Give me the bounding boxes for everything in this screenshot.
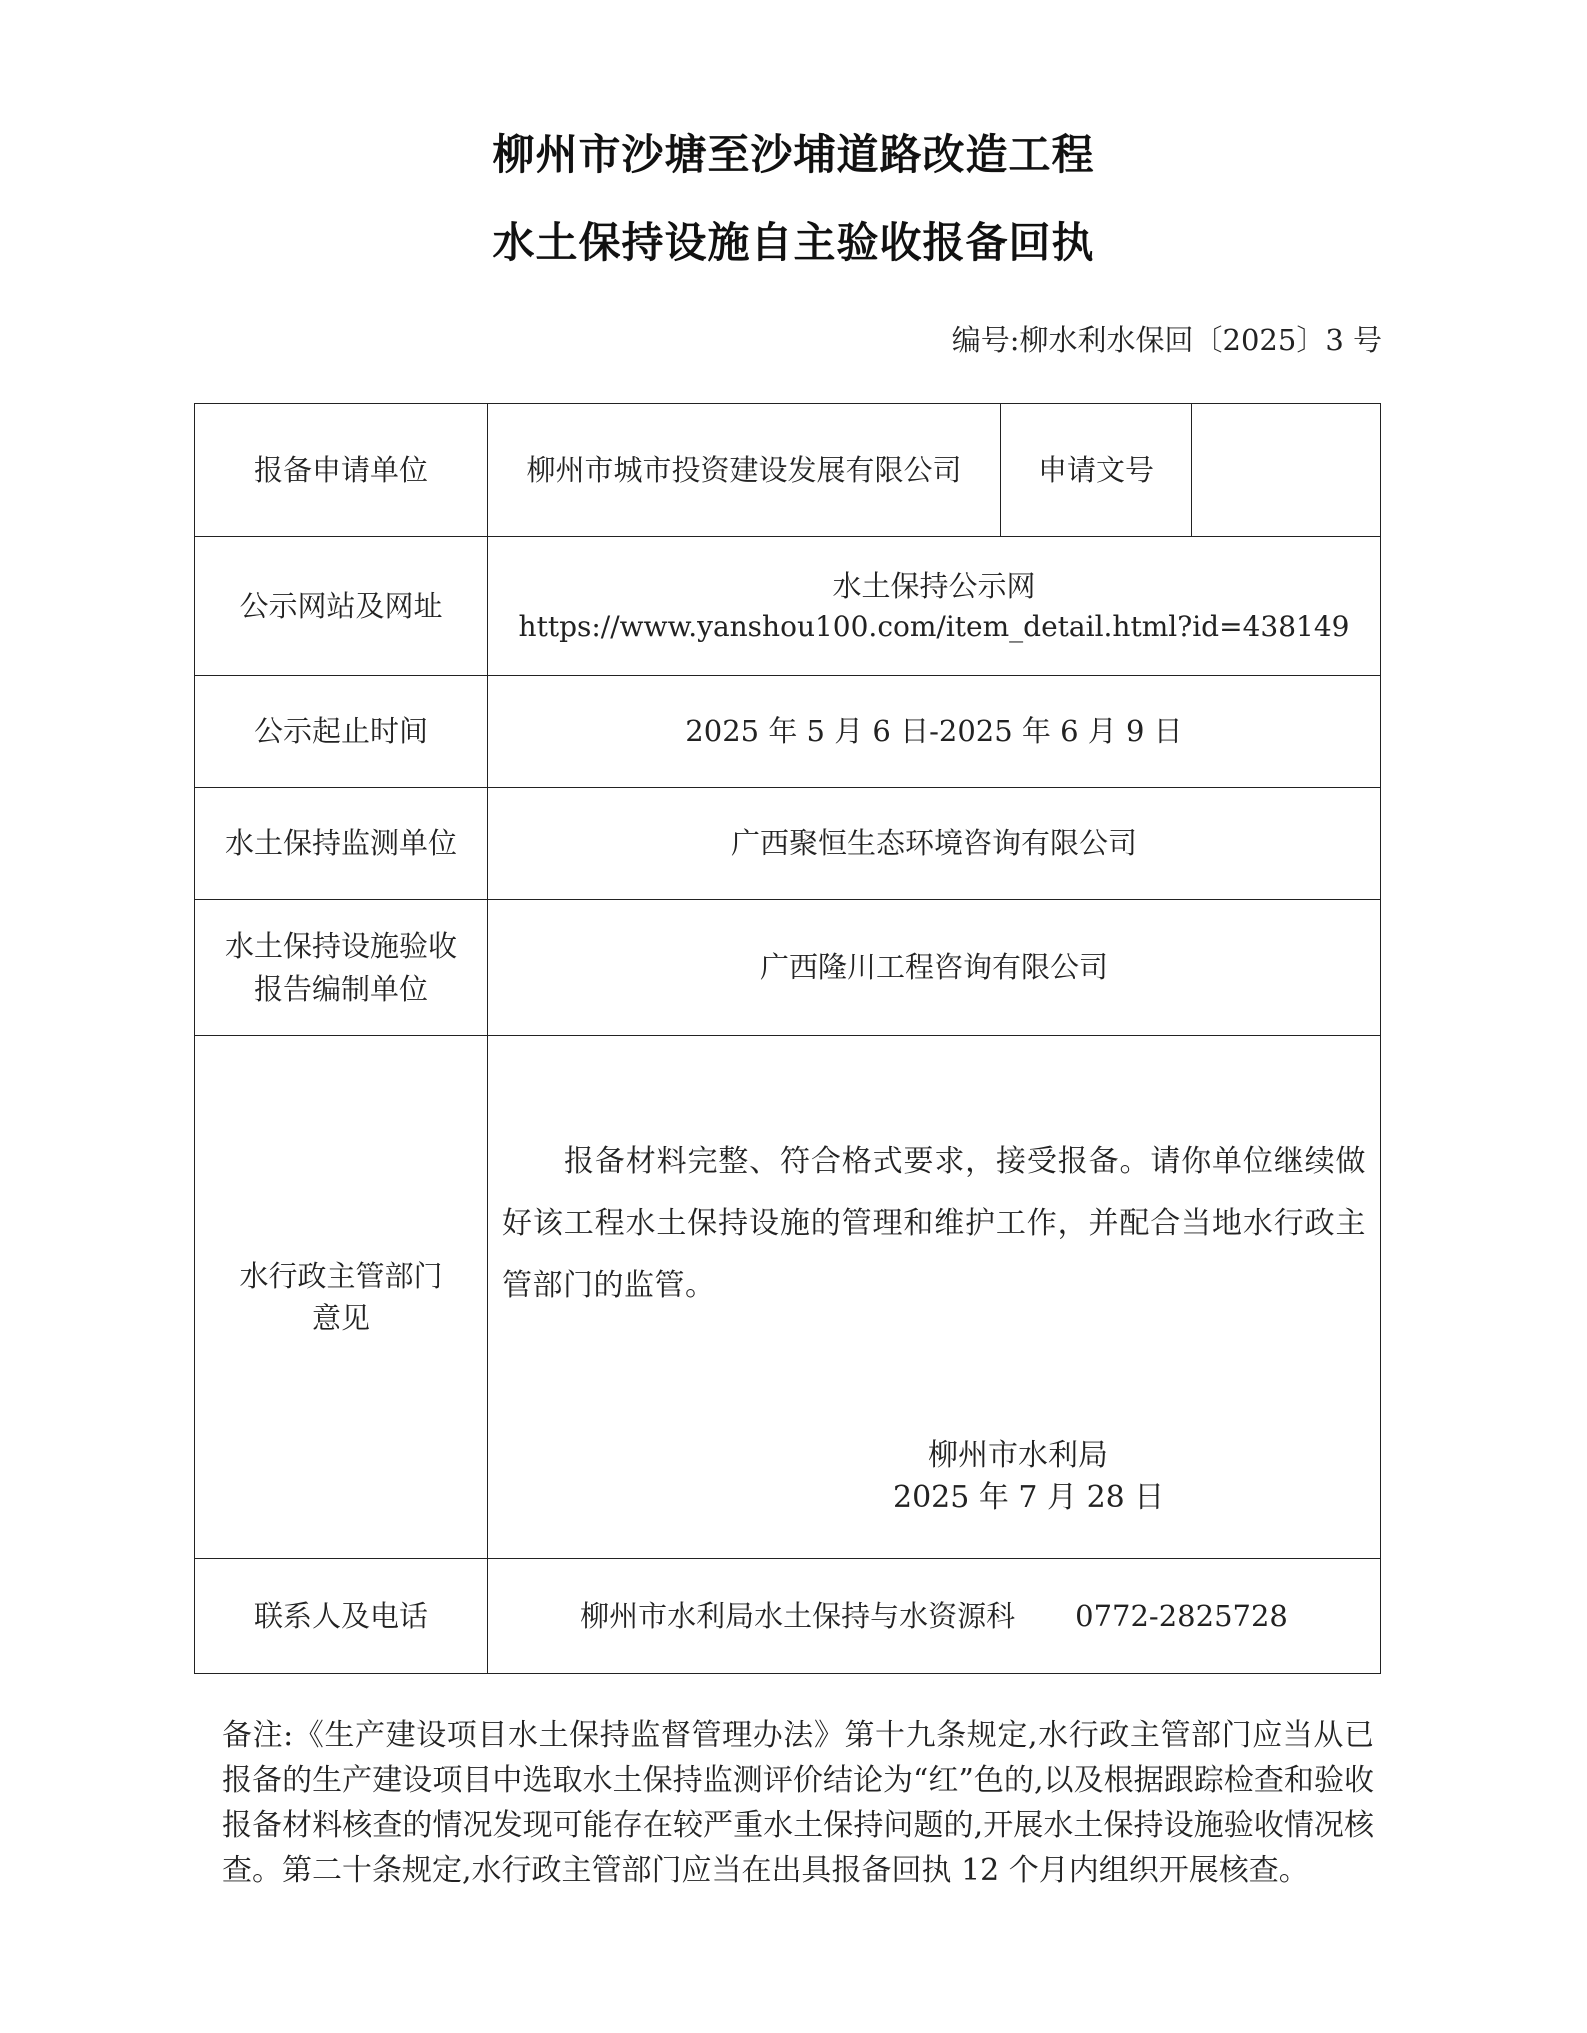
document-title-line2: 水土保持设施自主验收报备回执 (492, 218, 1095, 267)
document-number: 编号:柳水利水保回〔2025〕3 号 (951, 323, 1382, 357)
table-row-opinion (195, 1036, 1381, 1559)
table-row-monitor (195, 788, 1381, 900)
opinion-signer: 柳州市水利局 (928, 1438, 1108, 1473)
opinion-cell (488, 1036, 1381, 1559)
report-label-line1: 水土保持设施验收 (224, 929, 457, 964)
applicant-label: 报备申请单位 (195, 404, 488, 537)
period-label: 公示起止时间 (195, 676, 488, 788)
report-label-line2: 报告编制单位 (253, 971, 428, 1006)
website-name: 水土保持公示网 (832, 568, 1036, 603)
table-row-period (195, 676, 1381, 788)
monitor-value: 广西聚恒生态环境咨询有限公司 (488, 788, 1381, 900)
document-title-line1: 柳州市沙塘至沙埔道路改造工程 (492, 130, 1095, 179)
website-url[interactable]: https://www.yanshou100.com/item_detail.html?id=438149 (518, 609, 1350, 643)
contact-dept: 柳州市水利局水土保持与水资源科 (580, 1598, 1016, 1633)
opinion-date: 2025 年 7 月 28 日 (893, 1480, 1165, 1515)
opinion-text: 报备材料完整、符合格式要求，接受报备。请你单位继续做好该工程水土保持设施的管理和维护工作，并配合当地水行政主管部门的监管。 (502, 1144, 1366, 1303)
contact-phone: 0772-2825728 (1075, 1598, 1288, 1633)
opinion-label-line2: 意见 (311, 1301, 370, 1335)
application-no-value (1192, 404, 1381, 537)
table-row-website (195, 537, 1381, 676)
website-label: 公示网站及网址 (195, 537, 488, 676)
opinion-label-line1: 水行政主管部门 (239, 1258, 443, 1293)
contact-cell (488, 1559, 1381, 1674)
opinion-label-cell (195, 1036, 488, 1559)
report-label-cell (195, 900, 488, 1036)
application-no-label: 申请文号 (1001, 404, 1192, 537)
report-value: 广西隆川工程咨询有限公司 (488, 900, 1381, 1036)
applicant-value: 柳州市城市投资建设发展有限公司 (488, 404, 1001, 537)
table-row-report-unit (195, 900, 1381, 1036)
table-row-applicant (195, 404, 1381, 537)
contact-label: 联系人及电话 (195, 1559, 488, 1674)
monitor-label: 水土保持监测单位 (195, 788, 488, 900)
website-cell (488, 537, 1381, 676)
table-row-contact (195, 1559, 1381, 1674)
period-value: 2025 年 5 月 6 日-2025 年 6 月 9 日 (488, 676, 1381, 788)
remark-note: 备注:《生产建设项目水土保持监督管理办法》第十九条规定,水行政主管部门应当从已报备的生产建设项目中选取水土保持监测评价结论为“红”色的,以及根据跟踪检查和验收报备材料核查的情况发现可能存在较严重水土保持问题的,开展水土保持设施验收情况核查。第二十条规定,水行政主管部门应当在出具报备回执 12 个月内组织开展核查。 (222, 1718, 1374, 1888)
filing-receipt-table (194, 403, 1381, 1674)
